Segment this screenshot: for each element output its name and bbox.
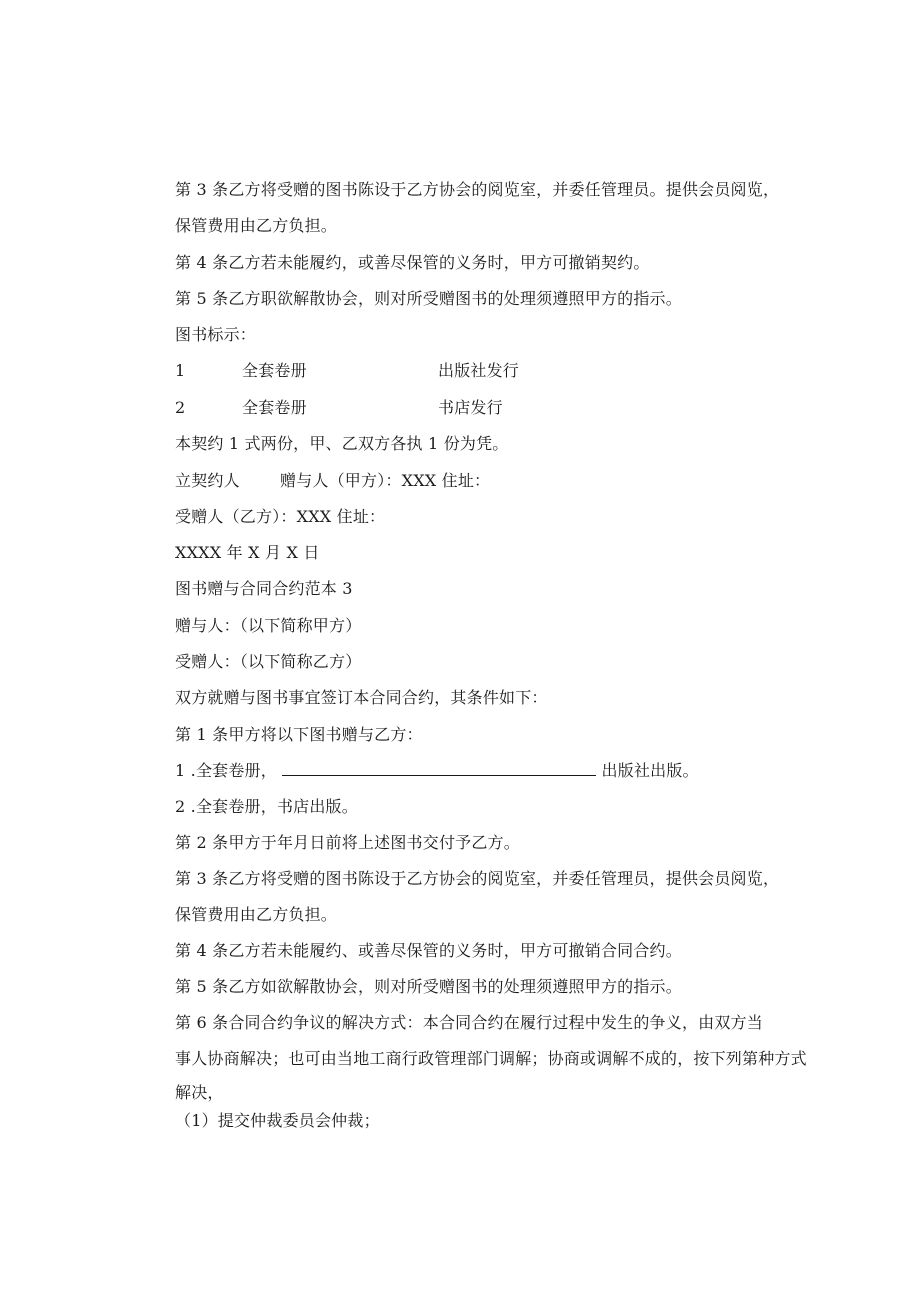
clause-2: 第 2 条甲方于年月日前将上述图书交付予乙方。 [175,833,520,852]
article-3-line-1: 第 3 条乙方将受赠的图书陈设于乙方协会的阅览室，并委任管理员。提供会员阅览， [175,180,780,199]
signer-label: 立契约人 [175,471,240,490]
signer-donor: 赠与人（甲方）：XXX 住址： [280,471,491,490]
book-row-2-volume: 全套卷册 [242,398,307,417]
date-line: XXXX 年 X 月 X 日 [175,543,320,562]
sample-title: 图书赠与合同合约范本 3 [175,579,353,598]
book-row-2-publisher: 书店发行 [438,398,503,417]
clause-3-line-1: 第 3 条乙方将受赠的图书陈设于乙方协会的阅览室，并委任管理员，提供会员阅览， [175,869,780,888]
clause-1: 第 1 条甲方将以下图书赠与乙方： [175,725,423,744]
book-list-title: 图书标示： [175,325,257,344]
book-row-2-number: 2 [175,398,186,417]
clause-1-item-2: 2 .全套卷册，书店出版。 [175,797,358,816]
clause-6-line-1: 第 6 条合同合约争议的解决方式：本合同合约在履行过程中发生的争义，由双方当 [175,1013,763,1032]
donee-line: 受赠人：（以下简称乙方） [175,652,362,671]
article-3-line-2: 保管费用由乙方负担。 [175,216,338,235]
clause-1-item-1 [175,761,699,781]
clause-1-item-1-prefix: 1 .全套卷册， [175,761,277,780]
copies-statement: 本契约 1 式两份，甲、乙双方各执 1 份为凭。 [175,434,509,453]
book-row-1-publisher: 出版社发行 [438,361,520,380]
recipient-line: 受赠人（乙方）：XXX 住址： [175,507,386,526]
clause-1-item-1-suffix: 出版社出版。 [601,761,699,780]
clause-6-line-3: 解决， [175,1083,224,1102]
book-row-1-volume: 全套卷册 [242,361,307,380]
fill-in-blank [282,761,596,776]
article-5: 第 5 条乙方职欲解散协会，则对所受赠图书的处理须遵照甲方的指示。 [175,289,682,308]
donor-line: 赠与人：（以下简称甲方） [175,616,362,635]
clause-6-option-1: （1）提交仲裁委员会仲裁； [175,1111,380,1130]
intro-line: 双方就赠与图书事宜签订本合同合约，其条件如下： [175,688,548,707]
clause-6-line-2: 事人协商解决；也可由当地工商行政管理部门调解；协商或调解不成的，按下列第种方式 [175,1049,807,1068]
clause-5: 第 5 条乙方如欲解散协会，则对所受赠图书的处理须遵照甲方的指示。 [175,977,682,996]
book-row-1-number: 1 [175,361,186,380]
article-4: 第 4 条乙方若未能履约，或善尽保管的义务时，甲方可撤销契约。 [175,253,650,272]
clause-3-line-2: 保管费用由乙方负担。 [175,905,338,924]
clause-4: 第 4 条乙方若未能履约、或善尽保管的义务时，甲方可撤销合同合约。 [175,941,682,960]
